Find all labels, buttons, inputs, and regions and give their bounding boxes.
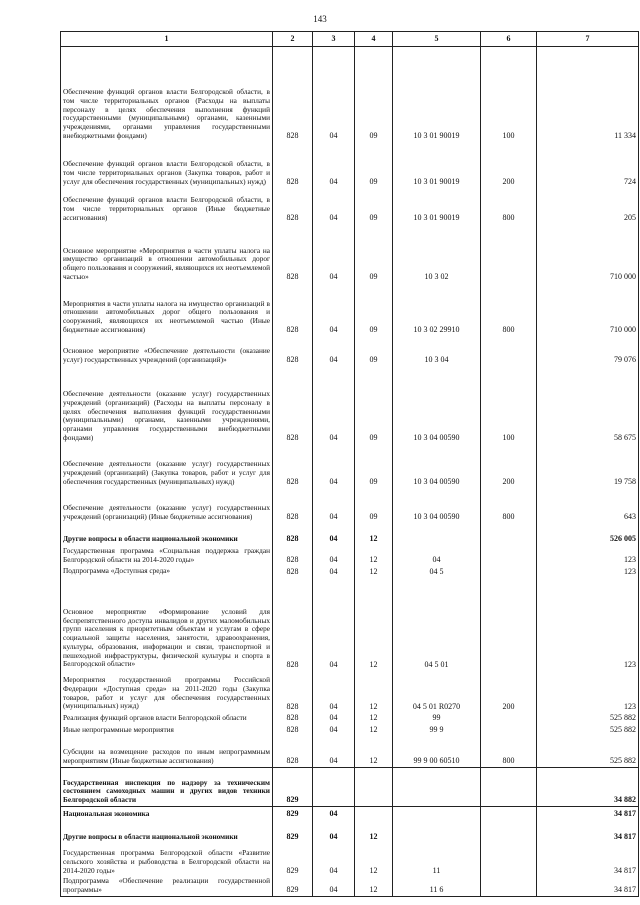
row-subsection-code: 09	[355, 283, 393, 336]
row-ministry-code: 828	[273, 283, 313, 336]
row-description: Иные непрограммные мероприятия	[61, 724, 273, 736]
row-subsection-code: 09	[355, 444, 393, 488]
row-section-code: 04	[313, 577, 355, 670]
table-row	[61, 142, 639, 188]
row-section-code: 04	[313, 224, 355, 283]
row-expense-type-code: 800	[481, 735, 537, 767]
row-expense-type-code	[481, 819, 537, 842]
row-expense-type-code: 200	[481, 444, 537, 488]
table-row	[61, 735, 639, 767]
row-description: Мероприятия государственной программы Российской Федерации «Доступная среда» на 2011-2020 годы (Закупка товаров, работ и услуг для обеспечения государственных (муниципальных) нужд)	[61, 670, 273, 712]
row-section-code: 04	[313, 336, 355, 366]
row-target-article-code	[393, 819, 481, 842]
table-row	[61, 876, 639, 896]
row-target-article-code: 10 3 04 00590	[393, 488, 481, 523]
row-target-article-code: 10 3 04	[393, 336, 481, 366]
row-description: Основное мероприятие «Формирование условий для беспрепятственного доступа инвалидов и других маломобильных групп населения к приоритетным объектам и услугам в сфере социальной защиты населения, занятости, здравоохранения, культуры, образования, информации и связи, транспортной и пешеходной инфраструктуры, физической культуры и спорта в Белгородской области»	[61, 577, 273, 670]
row-amount: 724	[537, 142, 639, 188]
row-amount: 710 000	[537, 283, 639, 336]
row-section-code: 04	[313, 724, 355, 736]
row-expense-type-code: 800	[481, 283, 537, 336]
row-expense-type-code	[481, 336, 537, 366]
row-subsection-code: 12	[355, 545, 393, 566]
row-expense-type-code	[481, 577, 537, 670]
row-description: Субсидии на возмещение расходов по иным непрограммным мероприятиям (Иные бюджетные ассигнования)	[61, 735, 273, 767]
row-amount: 205	[537, 188, 639, 224]
row-ministry-code: 828	[273, 670, 313, 712]
table-row	[61, 523, 639, 545]
row-description: Подпрограмма «Доступная среда»	[61, 566, 273, 578]
row-ministry-code: 828	[273, 142, 313, 188]
table-row	[61, 670, 639, 712]
row-section-code: 04	[313, 142, 355, 188]
table-row	[61, 842, 639, 876]
row-expense-type-code	[481, 806, 537, 819]
row-description: Другие вопросы в области национальной экономики	[61, 819, 273, 842]
row-description: Национальная экономика	[61, 806, 273, 819]
row-ministry-code: 828	[273, 577, 313, 670]
table-row	[61, 366, 639, 444]
row-expense-type-code	[481, 876, 537, 896]
row-ministry-code: 828	[273, 735, 313, 767]
column-header: 6	[481, 32, 537, 47]
row-section-code: 04	[313, 444, 355, 488]
row-target-article-code: 10 3 04 00590	[393, 366, 481, 444]
row-expense-type-code	[481, 842, 537, 876]
row-description: Основное мероприятие «Мероприятия в части уплаты налога на имущество организаций в отношении автомобильных дорог общего пользования и сооружений, являющихся их неотъемлемой частью»	[61, 224, 273, 283]
table-row	[61, 444, 639, 488]
row-ministry-code: 828	[273, 366, 313, 444]
row-section-code: 04	[313, 842, 355, 876]
row-ministry-code: 829	[273, 767, 313, 806]
row-subsection-code: 12	[355, 724, 393, 736]
row-target-article-code	[393, 767, 481, 806]
row-section-code: 04	[313, 735, 355, 767]
row-amount: 19 758	[537, 444, 639, 488]
row-ministry-code: 828	[273, 444, 313, 488]
row-ministry-code: 828	[273, 188, 313, 224]
row-ministry-code: 828	[273, 545, 313, 566]
row-description: Обеспечение функций органов власти Белгородской области, в том числе территориальных органов (Иные бюджетные ассигнования)	[61, 188, 273, 224]
row-subsection-code: 09	[355, 488, 393, 523]
row-subsection-code: 12	[355, 876, 393, 896]
row-ministry-code: 828	[273, 336, 313, 366]
row-ministry-code: 829	[273, 876, 313, 896]
row-target-article-code: 04 5 01 R0270	[393, 670, 481, 712]
row-target-article-code	[393, 806, 481, 819]
row-target-article-code: 11 6	[393, 876, 481, 896]
row-expense-type-code	[481, 566, 537, 578]
row-expense-type-code: 100	[481, 366, 537, 444]
row-target-article-code: 99 9 00 60510	[393, 735, 481, 767]
row-expense-type-code: 800	[481, 188, 537, 224]
row-amount: 710 000	[537, 224, 639, 283]
row-target-article-code: 10 3 04 00590	[393, 444, 481, 488]
row-amount: 11 334	[537, 47, 639, 142]
row-amount: 34 817	[537, 806, 639, 819]
row-amount: 34 882	[537, 767, 639, 806]
row-subsection-code: 12	[355, 566, 393, 578]
row-subsection-code: 12	[355, 523, 393, 545]
table-row	[61, 224, 639, 283]
row-target-article-code: 10 3 01 90019	[393, 142, 481, 188]
row-subsection-code: 09	[355, 224, 393, 283]
row-description: Мероприятия в части уплаты налога на имущество организаций в отношении автомобильных дорог общего пользования и сооружений, являющихся их неотъемлемой частью (Иные бюджетные ассигнования)	[61, 283, 273, 336]
row-target-article-code: 99	[393, 712, 481, 724]
row-expense-type-code	[481, 523, 537, 545]
row-subsection-code: 12	[355, 577, 393, 670]
budget-table	[60, 31, 639, 897]
row-section-code: 04	[313, 670, 355, 712]
row-subsection-code: 09	[355, 366, 393, 444]
row-section-code: 04	[313, 806, 355, 819]
row-amount: 123	[537, 670, 639, 712]
row-description: Обеспечение деятельности (оказание услуг) государственных учреждений (организаций) (Закупка товаров, работ и услуг для обеспечения государственных (муниципальных) нужд)	[61, 444, 273, 488]
table-row	[61, 283, 639, 336]
table-row	[61, 806, 639, 819]
row-expense-type-code	[481, 224, 537, 283]
row-description: Реализация функций органов власти Белгородской области	[61, 712, 273, 724]
row-section-code: 04	[313, 188, 355, 224]
row-amount: 123	[537, 545, 639, 566]
row-amount: 643	[537, 488, 639, 523]
row-ministry-code: 828	[273, 712, 313, 724]
row-target-article-code: 10 3 01 90019	[393, 188, 481, 224]
table-row	[61, 545, 639, 566]
row-description: Государственная программа «Социальная поддержка граждан Белгородской области на 2014-2020 годы»	[61, 545, 273, 566]
column-header: 2	[273, 32, 313, 47]
row-amount: 34 817	[537, 842, 639, 876]
row-subsection-code: 12	[355, 842, 393, 876]
row-ministry-code: 829	[273, 819, 313, 842]
column-header: 3	[313, 32, 355, 47]
table-row	[61, 819, 639, 842]
row-subsection-code: 09	[355, 188, 393, 224]
row-amount: 58 675	[537, 366, 639, 444]
row-target-article-code: 10 3 02 29910	[393, 283, 481, 336]
row-subsection-code: 09	[355, 336, 393, 366]
row-expense-type-code: 100	[481, 47, 537, 142]
row-section-code	[313, 767, 355, 806]
row-amount: 525 882	[537, 724, 639, 736]
column-header: 4	[355, 32, 393, 47]
row-amount: 79 076	[537, 336, 639, 366]
row-target-article-code: 04	[393, 545, 481, 566]
table-row	[61, 47, 639, 142]
row-subsection-code: 09	[355, 47, 393, 142]
row-ministry-code: 828	[273, 47, 313, 142]
table-row	[61, 566, 639, 578]
row-expense-type-code: 800	[481, 488, 537, 523]
row-amount: 34 817	[537, 819, 639, 842]
table-row	[61, 336, 639, 366]
row-description: Государственная программа Белгородской области «Развитие сельского хозяйства и рыбоводства в Белгородской области на 2014-2020 годы»	[61, 842, 273, 876]
row-section-code: 04	[313, 876, 355, 896]
table-row	[61, 767, 639, 806]
row-expense-type-code	[481, 724, 537, 736]
row-description: Основное мероприятие «Обеспечение деятельности (оказание услуг) государственных учреждений (организаций)»	[61, 336, 273, 366]
row-section-code: 04	[313, 523, 355, 545]
table-row	[61, 188, 639, 224]
row-target-article-code	[393, 523, 481, 545]
row-amount: 34 817	[537, 876, 639, 896]
row-expense-type-code: 200	[481, 142, 537, 188]
column-header: 5	[393, 32, 481, 47]
row-ministry-code: 829	[273, 842, 313, 876]
row-amount: 525 882	[537, 712, 639, 724]
table-header-row	[61, 32, 639, 47]
row-section-code: 04	[313, 566, 355, 578]
row-target-article-code: 10 3 02	[393, 224, 481, 283]
row-target-article-code: 99 9	[393, 724, 481, 736]
row-subsection-code	[355, 806, 393, 819]
row-section-code: 04	[313, 283, 355, 336]
row-target-article-code: 04 5	[393, 566, 481, 578]
row-section-code: 04	[313, 488, 355, 523]
row-section-code: 04	[313, 545, 355, 566]
column-header: 1	[61, 32, 273, 47]
row-description: Другие вопросы в области национальной экономики	[61, 523, 273, 545]
row-ministry-code: 829	[273, 806, 313, 819]
table-row	[61, 724, 639, 736]
row-section-code: 04	[313, 712, 355, 724]
row-amount: 526 005	[537, 523, 639, 545]
row-subsection-code: 09	[355, 142, 393, 188]
row-amount: 525 882	[537, 735, 639, 767]
table-row	[61, 577, 639, 670]
row-amount: 123	[537, 566, 639, 578]
table-row	[61, 488, 639, 523]
row-ministry-code: 828	[273, 523, 313, 545]
row-ministry-code: 828	[273, 566, 313, 578]
row-expense-type-code	[481, 767, 537, 806]
row-expense-type-code	[481, 545, 537, 566]
row-amount: 123	[537, 577, 639, 670]
row-ministry-code: 828	[273, 724, 313, 736]
row-subsection-code	[355, 767, 393, 806]
row-description: Обеспечение функций органов власти Белгородской области, в том числе территориальных органов (Закупка товаров, работ и услуг для обеспечения государственных (муниципальных) нужд)	[61, 142, 273, 188]
row-description: Обеспечение деятельности (оказание услуг) государственных учреждений (организаций) (Иные бюджетные ассигнования)	[61, 488, 273, 523]
row-subsection-code: 12	[355, 735, 393, 767]
row-description: Подпрограмма «Обеспечение реализации государственной программы»	[61, 876, 273, 896]
row-target-article-code: 11	[393, 842, 481, 876]
row-expense-type-code: 200	[481, 670, 537, 712]
table-row	[61, 712, 639, 724]
row-description: Обеспечение функций органов власти Белгородской области, в том числе территориальных органов (Расходы на выплаты персоналу в целях обеспечения выполнения функций государственными (муниципальными) органами, казенными учреждениями, органами управления государственными внебюджетными фондами)	[61, 47, 273, 142]
column-header: 7	[537, 32, 639, 47]
row-section-code: 04	[313, 366, 355, 444]
page-number: 143	[313, 14, 327, 24]
row-subsection-code: 12	[355, 712, 393, 724]
row-description: Обеспечение деятельности (оказание услуг) государственных учреждений (организаций) (Расходы на выплаты персоналу в целях обеспечения выполнения функций государственными (муниципальными) органами, казенными учреждениями, органами управления государственными внебюджетными фондами)	[61, 366, 273, 444]
row-target-article-code: 10 3 01 90019	[393, 47, 481, 142]
row-section-code: 04	[313, 47, 355, 142]
row-subsection-code: 12	[355, 819, 393, 842]
row-expense-type-code	[481, 712, 537, 724]
row-target-article-code: 04 5 01	[393, 577, 481, 670]
row-subsection-code: 12	[355, 670, 393, 712]
row-section-code: 04	[313, 819, 355, 842]
row-description: Государственная инспекция по надзору за техническим состоянием самоходных машин и других видов техники Белгородской области	[61, 767, 273, 806]
row-ministry-code: 828	[273, 224, 313, 283]
row-ministry-code: 828	[273, 488, 313, 523]
